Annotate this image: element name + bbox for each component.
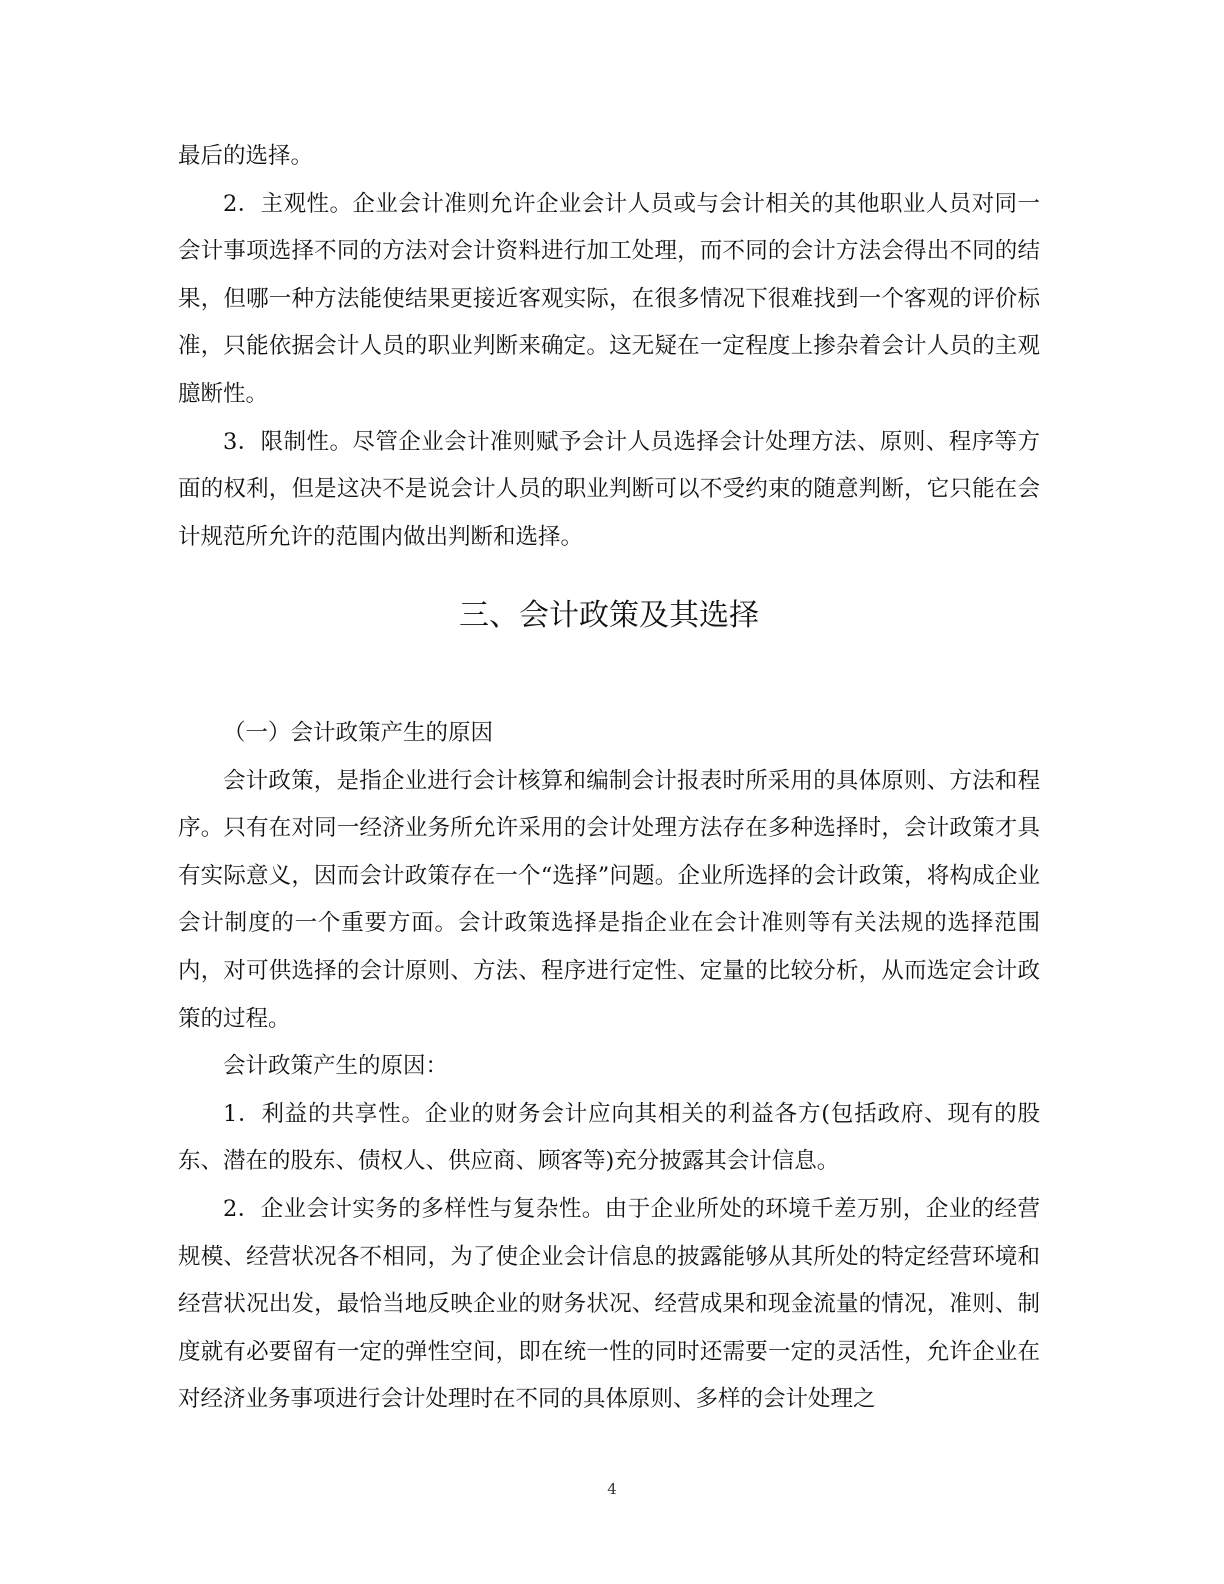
paragraph-reason-1: 1．利益的共享性。企业的财务会计应向其相关的利益各方(包括政府、现有的股东、潜在的股东、债权人、供应商、顾客等)充分披露其会计信息。 bbox=[178, 1100, 1040, 1175]
upper-text-block bbox=[178, 133, 1040, 561]
paragraph-definition: 会计政策，是指企业进行会计核算和编制会计报表时所采用的具体原则、方法和程序。只有在对同一经济业务所允许采用的会计处理方法存在多种选择时，会计政策才具有实际意义，因而会计政策存在一个“选择”问题。企业所选择的会计政策，将构成企业会计制度的一个重要方面。会计政策选择是指企业在会计准则等有关法规的选择范围内，对可供选择的会计原则、方法、程序进行定性、定量的比较分析，从而选定会计政策的过程。 bbox=[178, 767, 1040, 1032]
paragraph-subjectivity: 2．主观性。企业会计准则允许企业会计人员或与会计相关的其他职业人员对同一会计事项选择不同的方法对会计资料进行加工处理，而不同的会计方法会得出不同的结果，但哪一种方法能使结果更接近客观实际，在很多情况下很难找到一个客观的评价标准，只能依据会计人员的职业判断来确定。这无疑在一定程度上掺杂着会计人员的主观臆断性。 bbox=[178, 190, 1040, 407]
paragraph-reason-2: 2．企业会计实务的多样性与复杂性。由于企业所处的环境千差万别，企业的经营规模、经营状况各不相同，为了使企业会计信息的披露能够从其所处的特定经营环境和经营状况出发，最恰当地反映企业的财务状况、经营成果和现金流量的情况，准则、制度就有必要留有一定的弹性空间，即在统一性的同时还需要一定的灵活性，允许企业在对经济业务事项进行会计处理时在不同的具体原则、多样的会计处理之 bbox=[178, 1195, 1040, 1413]
paragraph-restriction: 3．限制性。尽管企业会计准则赋予会计人员选择会计处理方法、原则、程序等方面的权利，但是这决不是说会计人员的职业判断可以不受约束的随意判断，它只能在会计规范所允许的范围内做出判断和选择。 bbox=[178, 428, 1040, 550]
page-number: 4 bbox=[607, 1480, 617, 1498]
subsection-heading: （一）会计政策产生的原因 bbox=[223, 720, 494, 746]
continuation-paragraph: 最后的选择。 bbox=[178, 143, 314, 169]
paragraph-reasons-intro: 会计政策产生的原因： bbox=[223, 1053, 449, 1080]
lower-text-block bbox=[178, 710, 1040, 1424]
section-heading: 三、会计政策及其选择 bbox=[459, 598, 759, 633]
